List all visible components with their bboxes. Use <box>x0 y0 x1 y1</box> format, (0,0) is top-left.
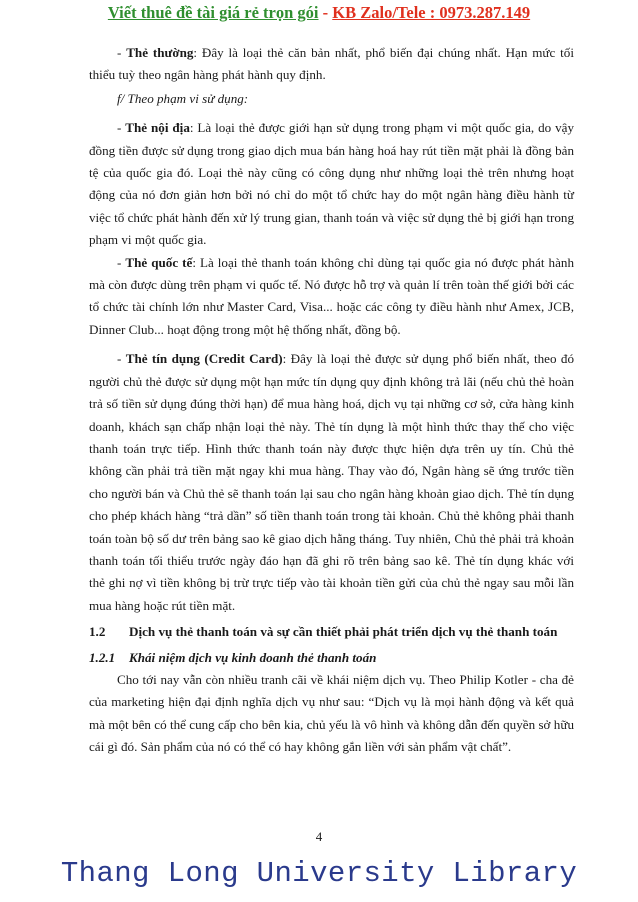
paragraph-definition: Cho tới nay vẫn còn nhiều tranh cãi về khái niệm dịch vụ. Theo Philip Kotler - cha đẻ của marketing hiện đại định nghĩa dịch vụ như sau: “Dịch vụ là mọi hành động và kết quả mà một bên có thể cung cấp cho bên kia, chủ yếu là vô hình và không dẫn đến quyền sở hữu cái gì đó. Sản phẩm của nó có thể có hay không gắn liền với sản phẩm vật chất”. <box>89 671 574 755</box>
library-watermark-footer: Thang Long University Library <box>60 857 578 890</box>
dash: - <box>117 45 127 60</box>
paragraph-the-thuong <box>89 42 574 87</box>
header-ad-link[interactable]: Viết thuê đề tài giá rẻ trọn gói <box>107 3 319 22</box>
scope-heading <box>89 88 574 110</box>
paragraph-quoc-te <box>89 252 574 342</box>
paragraph-noi-dia <box>89 117 574 251</box>
term-quoc-te: Thẻ quốc tế <box>125 254 193 270</box>
term-the-thuong: Thẻ thường <box>126 45 194 60</box>
subsection-title: Khái niệm dịch vụ kinh doanh thẻ thanh toán <box>129 649 377 665</box>
document-body <box>89 42 574 759</box>
paragraph-tin-dung <box>89 348 574 617</box>
section-heading-1-2 <box>89 621 574 643</box>
section-number: 1.2 <box>89 624 106 640</box>
term-tin-dung: Thẻ tín dụng (Credit Card) <box>125 351 283 367</box>
body-noi-dia: : Là loại thẻ được giới hạn sử dụng trong phạm vi một quốc gia, do vậy đồng tiền được sử dụng trong giao dịch mua bán hàng hoá hay rút tiền mặt phải là đồng bản tệ của quốc gia đó. Loại thẻ này cũng có công dụng như những loại thẻ trên nhưng hoạt động của nó đơn giản hơn bởi nó chỉ do một tổ chức hay do một ngân hàng điều hành từ việc tổ chức phát hành đến xử lý trung gian, thanh toán và việc sử dụng thẻ bị giới hạn trong phạm vi một quốc gia. <box>89 120 574 248</box>
subsection-number: 1.2.1 <box>89 649 116 665</box>
header-contact-link[interactable]: KB Zalo/Tele : 0973.287.149 <box>332 3 531 22</box>
header-separator: - <box>318 3 333 22</box>
scope-heading-text: f/ Theo phạm vi sử dụng: <box>117 90 249 106</box>
dash: - <box>117 351 126 367</box>
section-heading-1-2-1 <box>89 647 574 669</box>
page-header-banner <box>0 3 638 23</box>
body-tin-dung: : Đây là loại thẻ được sử dụng phổ biến nhất, theo đó người chủ thẻ được sử dụng một hạn mức tín dụng quy định không trả lãi (nếu chủ thẻ hoàn trả số tiền sử dụng đúng thời hạn) để mua hàng hoá, dịch vụ tại những cơ sở, cửa hàng kinh doanh, khách sạn chấp nhận loại thẻ này. Thẻ tín dụng là một hình thức thay thế cho việc thanh toán trực tiếp. Hình thức thanh toán này được thực hiện dựa trên uy tín. Chủ thẻ không cần phải trả tiền mặt ngay khi mua hàng. Thay vào đó, Ngân hàng sẽ ứng trước tiền cho người bán và Chủ thẻ sẽ thanh toán lại sau cho ngân hàng khoản giao dịch. Thẻ tín dụng cho phép khách hàng “trả dần” số tiền thanh toán trong tài khoản. Chủ thẻ không phải thanh toán toàn bộ số dư trên bảng sao kê giao dịch hằng tháng. Tuy nhiên, Chủ thẻ phải trả khoản thanh toán tối thiểu trước ngày đáo hạn đã ghi rõ trên bảng sao kê. Thẻ tín dụng khác với thẻ ghi nợ vì tiền không bị trừ trực tiếp vào tài khoản tiền gửi của chủ thẻ ngay sau mỗi lần mua hàng hoặc rút tiền mặt. <box>89 351 574 613</box>
term-noi-dia: Thẻ nội địa <box>125 120 190 136</box>
dash: - <box>117 254 126 270</box>
body-quoc-te: : Là loại thẻ thanh toán không chỉ dùng tại quốc gia nó được phát hành mà còn được dùng trên phạm vi quốc tế. Nó được hỗ trợ và quản lí trên toàn thế giới bởi các tổ chức tài chính lớn như Master Card, Visa... hoặc các công ty điều hành như Amex, JCB, Dinner Club... hoạt động trong một hệ thống nhất, đồng bộ. <box>89 254 574 337</box>
body-the-thuong: : Đây là loại thẻ căn bản nhất, phổ biến đại chúng nhất. Hạn mức tối thiểu tuỳ theo ngân hàng phát hành quy định. <box>89 45 574 83</box>
section-title: Dịch vụ thẻ thanh toán và sự cần thiết phải phát triển dịch vụ thẻ thanh toán <box>129 624 558 640</box>
page-number: 4 <box>315 829 323 844</box>
dash: - <box>117 120 126 136</box>
